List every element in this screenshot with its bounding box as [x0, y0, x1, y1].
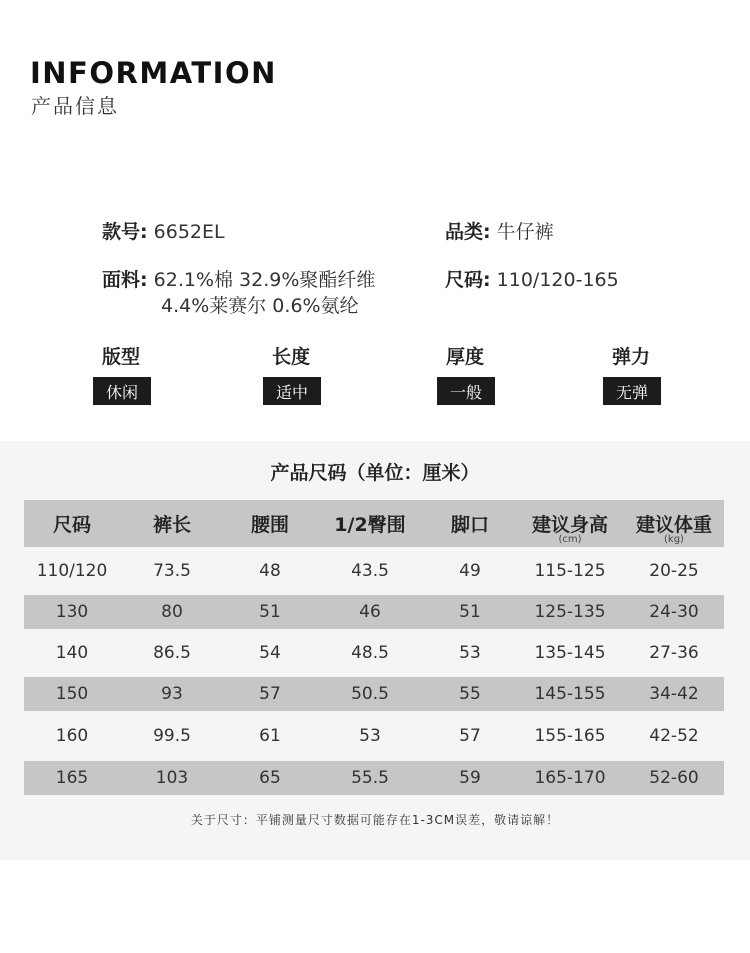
attr-fit-label: 版型: [102, 346, 141, 368]
attr-stretch-badge: 无弹: [603, 377, 661, 405]
header-suggested-weight: [624, 500, 724, 547]
cell-suggested-height: 145-155: [534, 684, 606, 704]
header-half-hip: 1/2臀围: [334, 514, 406, 536]
category-value: 牛仔裤: [496, 221, 554, 243]
header-suggested-height: [516, 500, 624, 547]
cell-waist: 65: [259, 768, 281, 788]
cell-leg-opening: 59: [459, 768, 481, 788]
cell-suggested-weight: 20-25: [649, 561, 699, 581]
fabric-label: 面料:: [102, 269, 148, 291]
size-chart-title: 产品尺码（单位：厘米）: [270, 462, 480, 484]
category: [445, 219, 554, 245]
cell-pants-length: 86.5: [153, 643, 191, 663]
header-size: 尺码: [52, 514, 91, 536]
cell-suggested-weight: 52-60: [649, 768, 699, 788]
table-row: [24, 547, 724, 595]
cell-suggested-height: 125-135: [534, 602, 606, 622]
cell-waist: 57: [259, 684, 281, 704]
height-unit: (cm): [558, 534, 582, 545]
fabric: [102, 267, 376, 317]
style-number-value: 6652EL: [153, 221, 225, 243]
header-suggested-height-label: 建议身高: [531, 514, 608, 536]
cell-leg-opening: 57: [459, 726, 481, 746]
attr-thickness-badge: 一般: [437, 377, 495, 405]
cell-pants-length: 103: [155, 768, 189, 788]
cell-size: 140: [55, 643, 89, 663]
header-suggested-weight-label: 建议体重: [635, 514, 712, 536]
size-table: [24, 500, 724, 795]
category-label: 品类:: [445, 221, 491, 243]
cell-pants-length: 99.5: [153, 726, 191, 746]
style-number-label: 款号:: [102, 221, 148, 243]
cell-half-hip: 50.5: [351, 684, 389, 704]
size-chart-panel: [0, 441, 750, 860]
header-leg-opening: 脚口: [450, 514, 489, 536]
cell-pants-length: 73.5: [153, 561, 191, 581]
table-row: [24, 677, 724, 711]
cell-size: 150: [55, 684, 89, 704]
table-row: [24, 629, 724, 677]
size-note: 关于尺寸：平铺测量尺寸数据可能存在1-3CM误差，敬请谅解！: [190, 813, 560, 827]
size-range-value: 110/120-165: [496, 269, 619, 291]
cell-half-hip: 48.5: [351, 643, 389, 663]
cell-suggested-weight: 34-42: [649, 684, 699, 704]
attr-stretch-label: 弹力: [612, 346, 651, 368]
table-row: [24, 595, 724, 629]
section-title-en: INFORMATION: [30, 56, 277, 90]
cell-suggested-height: 115-125: [534, 561, 606, 581]
cell-half-hip: 55.5: [351, 768, 389, 788]
cell-size: 160: [55, 726, 89, 746]
cell-waist: 51: [259, 602, 281, 622]
size-table-header: [24, 500, 724, 547]
cell-pants-length: 80: [161, 602, 183, 622]
size-range-label: 尺码:: [445, 269, 491, 291]
section-title-cn: 产品信息: [31, 94, 119, 118]
header-pants-length: 裤长: [152, 514, 191, 536]
cell-waist: 48: [259, 561, 281, 581]
cell-waist: 61: [259, 726, 281, 746]
attr-length-label: 长度: [272, 346, 311, 368]
cell-leg-opening: 53: [459, 643, 481, 663]
cell-suggested-weight: 24-30: [649, 602, 699, 622]
cell-half-hip: 46: [359, 602, 381, 622]
cell-leg-opening: 55: [459, 684, 481, 704]
cell-suggested-height: 155-165: [534, 726, 606, 746]
cell-suggested-weight: 27-36: [649, 643, 699, 663]
cell-leg-opening: 49: [459, 561, 481, 581]
cell-size: 165: [55, 768, 89, 788]
size-range: [445, 267, 619, 293]
attr-length-badge: 适中: [263, 377, 321, 405]
cell-suggested-weight: 42-52: [649, 726, 699, 746]
fabric-line-1: 62.1%棉 32.9%聚酯纤维: [153, 269, 376, 291]
cell-suggested-height: 165-170: [534, 768, 606, 788]
style-number: [102, 219, 225, 245]
cell-pants-length: 93: [161, 684, 183, 704]
cell-size: 110/120: [36, 561, 108, 581]
table-row: [24, 761, 724, 795]
header-waist: 腰围: [250, 514, 289, 536]
cell-leg-opening: 51: [459, 602, 481, 622]
cell-size: 130: [55, 602, 89, 622]
cell-suggested-height: 135-145: [534, 643, 606, 663]
weight-unit: (kg): [664, 534, 684, 545]
cell-half-hip: 53: [359, 726, 381, 746]
attr-thickness-label: 厚度: [446, 346, 485, 368]
attr-fit-badge: 休闲: [93, 377, 151, 405]
fabric-line-2: 4.4%莱赛尔 0.6%氨纶: [161, 295, 359, 317]
cell-half-hip: 43.5: [351, 561, 389, 581]
table-row: [24, 711, 724, 761]
cell-waist: 54: [259, 643, 281, 663]
